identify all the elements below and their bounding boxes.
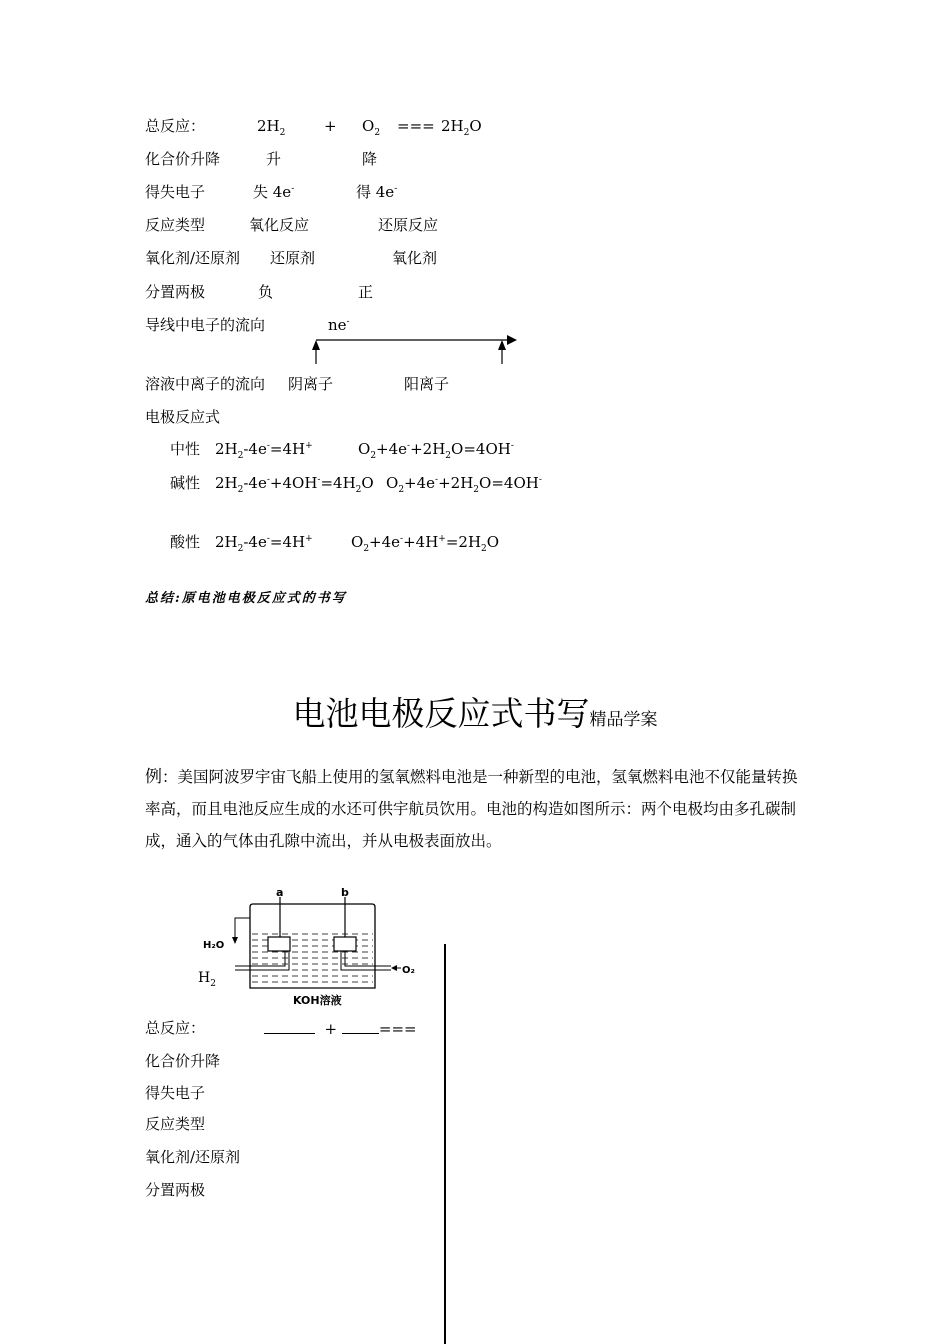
agent-oxidizing: 氧化剂 xyxy=(392,249,438,267)
example-paragraph xyxy=(145,761,805,857)
electrode-b xyxy=(334,937,356,951)
electrode-b-label: b xyxy=(341,886,349,899)
o2-label: O₂ xyxy=(402,965,415,976)
pole-positive: 正 xyxy=(358,283,374,301)
acidic-label: 酸性 xyxy=(170,533,201,551)
alkaline-anode-eq: $2H_2-4e^-+4OH^-=4H_2O$ xyxy=(215,474,374,495)
acidic-cathode-eq: $O_2+4e^-+4H^+=2H_2O$ xyxy=(351,533,500,554)
water-term: $2H_2O$ xyxy=(441,117,482,138)
bottom-total-label: 总反应： xyxy=(145,1019,206,1037)
electrons-label: 得失电子 xyxy=(145,183,206,201)
rtype-oxidation: 氧化反应 xyxy=(249,216,310,234)
electrode-header: 电极反应式 xyxy=(145,408,221,426)
bottom-poles-label: 分置两极 xyxy=(145,1181,206,1199)
electrode-a xyxy=(268,937,290,951)
bottom-valence-label: 化合价升降 xyxy=(145,1052,221,1070)
equals-sign: === xyxy=(397,117,435,135)
alkaline-cathode-eq: $O_2+4e^-+2H_2O=4OH^-$ xyxy=(386,474,542,495)
o2-term: $O_2$ xyxy=(362,117,381,138)
neutral-anode-eq: $2H_2-4e^-=4H^+$ xyxy=(215,440,313,461)
ions-label: 溶液中离子的流向 xyxy=(145,375,266,393)
example-lead: 例 xyxy=(145,767,162,787)
anion: 阴离子 xyxy=(288,375,334,393)
blank-reactant-1[interactable] xyxy=(264,1021,315,1034)
summary-heading: 总结:原电池电极反应式的书写 xyxy=(145,591,347,606)
agent-label: 氧化剂/还原剂 xyxy=(145,249,241,267)
plus-sign: + xyxy=(324,117,337,135)
h2-inlet-label: $H_2$ xyxy=(198,970,216,989)
bottom-total-equation: + === xyxy=(264,1021,417,1037)
electrode-a-label: a xyxy=(276,886,284,899)
koh-label: KOH溶液 xyxy=(293,994,342,1007)
title-suffix: 精品学案 xyxy=(589,710,658,730)
electrons-gained: 得 4e- xyxy=(356,183,398,201)
electron-flow-arrows xyxy=(305,330,525,370)
electron-flow-label: ne- xyxy=(328,316,350,334)
example-text: ：美国阿波罗宇宙飞船上使用的氢氧燃料电池是一种新型的电池，氢氧燃料电池不仅能量转换率高，而且电池反应生成的水还可供宇航员饮用。电池的构造如图所示：两个电极均由多孔碳制成，通入的气体由孔隙中流出，并从电极表面放出。 xyxy=(145,768,798,850)
rtype-reduction: 还原反应 xyxy=(378,216,439,234)
neutral-label: 中性 xyxy=(170,440,201,458)
valence-down: 降 xyxy=(362,150,378,168)
agent-reducing: 还原剂 xyxy=(270,249,316,267)
fuel-cell-diagram xyxy=(195,882,425,1012)
valence-up: 升 xyxy=(266,150,282,168)
total-label: 总反应： xyxy=(145,117,206,135)
flow-label: 导线中电子的流向 xyxy=(145,316,266,334)
page-title xyxy=(0,694,950,733)
h2o-label: H₂O xyxy=(203,940,225,951)
pole-negative: 负 xyxy=(258,283,274,301)
electrons-lost: 失 4e- xyxy=(253,183,295,201)
neutral-cathode-eq: $O_2+4e^-+2H_2O=4OH^-$ xyxy=(358,440,514,461)
bottom-agent-label: 氧化剂/还原剂 xyxy=(145,1148,241,1166)
blank-reactant-2[interactable] xyxy=(342,1021,379,1034)
title-main: 电池电极反应式书写 xyxy=(292,694,590,733)
poles-label: 分置两极 xyxy=(145,283,206,301)
h2-term: $2H_2$ xyxy=(257,117,286,138)
vertical-divider xyxy=(444,944,446,1344)
acidic-anode-eq: $2H_2-4e^-=4H^+$ xyxy=(215,533,313,554)
rtype-label: 反应类型 xyxy=(145,216,206,234)
valence-label: 化合价升降 xyxy=(145,150,221,168)
alkaline-label: 碱性 xyxy=(170,474,201,492)
bottom-rtype-label: 反应类型 xyxy=(145,1115,206,1133)
cation: 阳离子 xyxy=(404,375,450,393)
bottom-electrons-label: 得失电子 xyxy=(145,1084,206,1102)
